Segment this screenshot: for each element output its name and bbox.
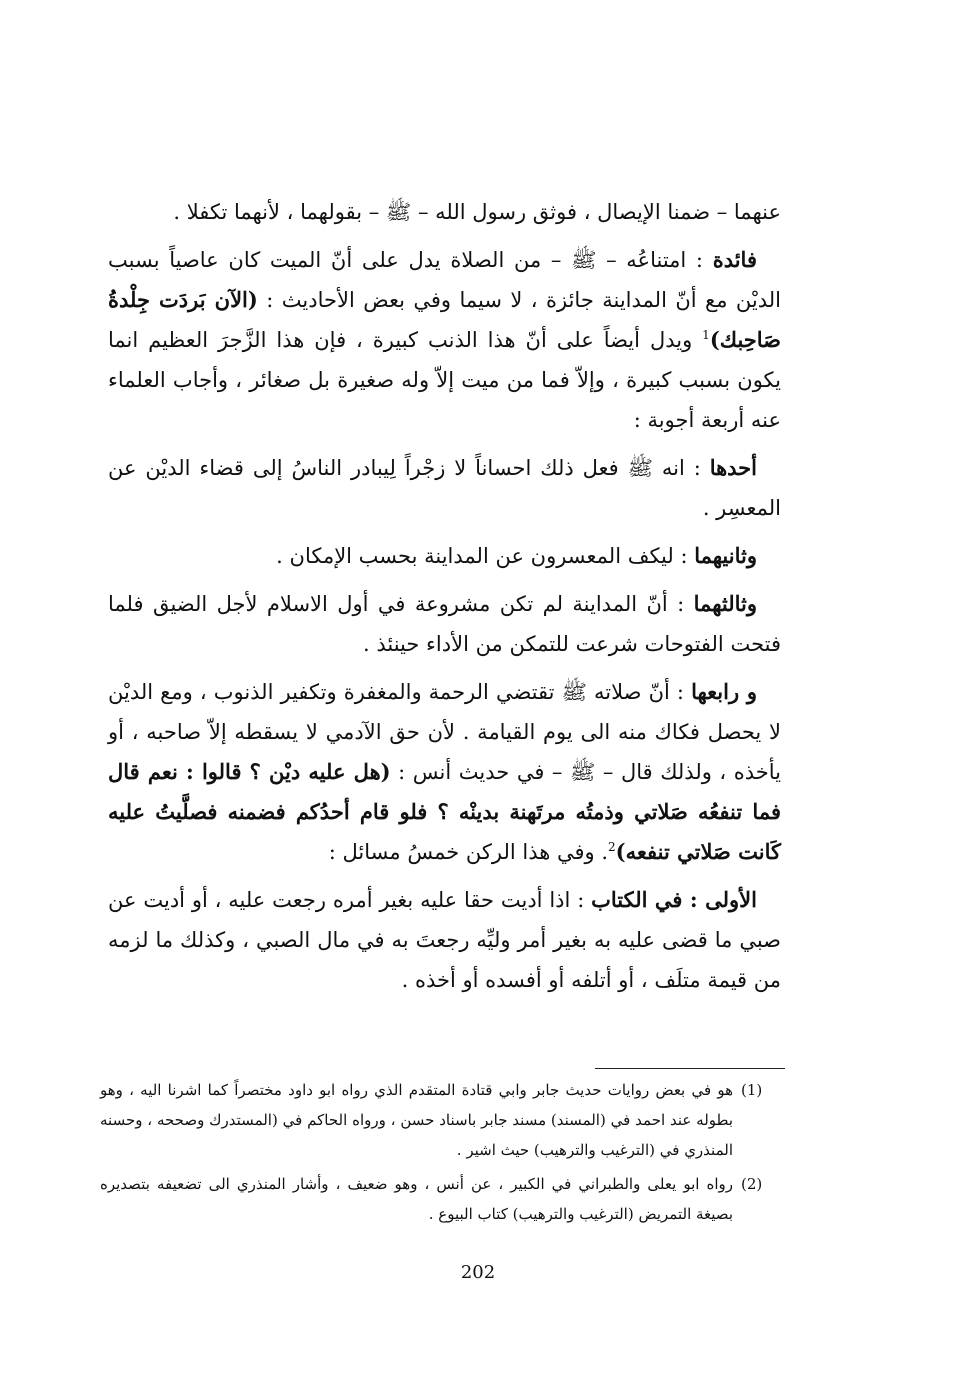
footnote-text: رواه ابو يعلى والطبراني في الكبير ، عن أنس ، وهو ضعيف ، وأشار المنذري الى تضعيفه بتصديره بصيغة التمريض (الترغيب والترهيب) كتاب البيوع . — [100, 1175, 733, 1223]
paragraph-answer-3 — [108, 584, 781, 664]
footnote-number: (2) — [741, 1175, 763, 1193]
paragraph-answer-2 — [108, 536, 781, 576]
footnotes — [100, 1075, 781, 1233]
page-number: 202 — [460, 1262, 496, 1283]
hadith-quote: (هل عليه ديْن ؟ قالوا : نعم قال فما تنفعُه صَلاتي وذمتُه مرتَهنة بدينْه ؟ فلو قام أحدُكم فضمنه فصلَّيتُ عليه كَانت صَلاتي تنفعه) — [108, 759, 781, 864]
footnote-marker: 2 — [608, 840, 616, 854]
paragraph-answer-1 — [108, 448, 781, 528]
paragraph-continuation — [108, 192, 781, 232]
paragraph-benefit — [108, 240, 781, 440]
footnote-number: (1) — [741, 1081, 763, 1099]
paragraph-text: : أنّ صلاته ﷺ تقتضي الرحمة والمغفرة وتكفير الذنوب ، ومع الديْن لا يحصل فكاك منه الى يوم القيامة . لأن حق الآدمي لا يسقطه إلاّ صاحبه ، أو يأخذه ، ولذلك قال – ﷺ – في حديث أنس : — [108, 680, 782, 784]
paragraph-text: . وفي هذا الركن خمسُ مسائل : — [328, 840, 609, 864]
footnote-text: هو في بعض روايات حديث جابر وابي قتادة المتقدم الذي رواه ابو داود مختصراً كما اشرنا اليه ، وهو بطوله عند احمد في (المسند) مسند جابر باسناد حسن ، ورواه الحاكم في (المستدرك وصححه ، وحسنه المنذري في (الترغيب والترهيب) حيث اشير . — [100, 1081, 733, 1159]
footnote — [100, 1075, 781, 1165]
paragraph-text: : انه ﷺ فعل ذلك احساناً لا زجْراً لِيبادر الناسُ إلى قضاء الديْن عن المعسِر . — [108, 456, 781, 520]
hadith-quote: (الآن بَردَت جِلْدةُ صَاحِبك) — [108, 287, 781, 352]
footnote-divider — [595, 1068, 785, 1069]
paragraph-text: ويدل أيضاً على أنّ هذا الذنب كبيرة ، فإن هذا الزَّجرَ العظيم انما يكون بسبب كبيرة ، وإلاّ فما من ميت إلاّ وله صغيرة بل صغائر ، وأجاب العلماء عنه أربعة أجوبة : — [108, 328, 781, 432]
main-text — [108, 192, 781, 1008]
paragraph-text: عنهما – ضمنا الإيصال ، فوثق رسول الله – ﷺ – بقولهما ، لأنهما تكفلا . — [173, 200, 781, 224]
paragraph-text: : ليكف المعسرون عن المداينة بحسب الإمكان . — [276, 544, 695, 568]
paragraph-heading: وثالثهما — [693, 591, 757, 616]
paragraph-issue-1 — [108, 880, 781, 1000]
paragraph-heading: أحدها — [709, 455, 757, 480]
paragraph-heading: و رابعها — [691, 679, 757, 704]
paragraph-text: : اذا أديت حقا عليه بغير أمره رجعت عليه ، أو أديت عن صبي ما قضى عليه به بغير أمر وليِّه رجعتَ به في مال الصبي ، وكذلك ما لزمه من قيمة متلَف ، أو أتلفه أو أفسده أو أخذه . — [108, 888, 781, 992]
paragraph-heading: وثانيهما — [694, 543, 757, 568]
paragraph-text: : أنّ المداينة لم تكن مشروعة في أول الاسلام لأجل الضيق فلما فتحت الفتوحات شرعت للتمكن من الأداء حينئذ . — [108, 592, 781, 656]
paragraph-heading: فائدة — [712, 247, 757, 272]
paragraph-heading: الأولى : في الكتاب — [591, 887, 757, 912]
paragraph-text: : امتناعُه – ﷺ – من الصلاة يدل على أنّ الميت كان عاصياً بسبب الديْن مع أنّ المداينة جائزة ، لا سيما وفي بعض الأحاديث : — [108, 248, 781, 312]
footnote — [100, 1169, 781, 1229]
footnote-marker: 1 — [702, 328, 710, 342]
paragraph-answer-4 — [108, 672, 781, 872]
